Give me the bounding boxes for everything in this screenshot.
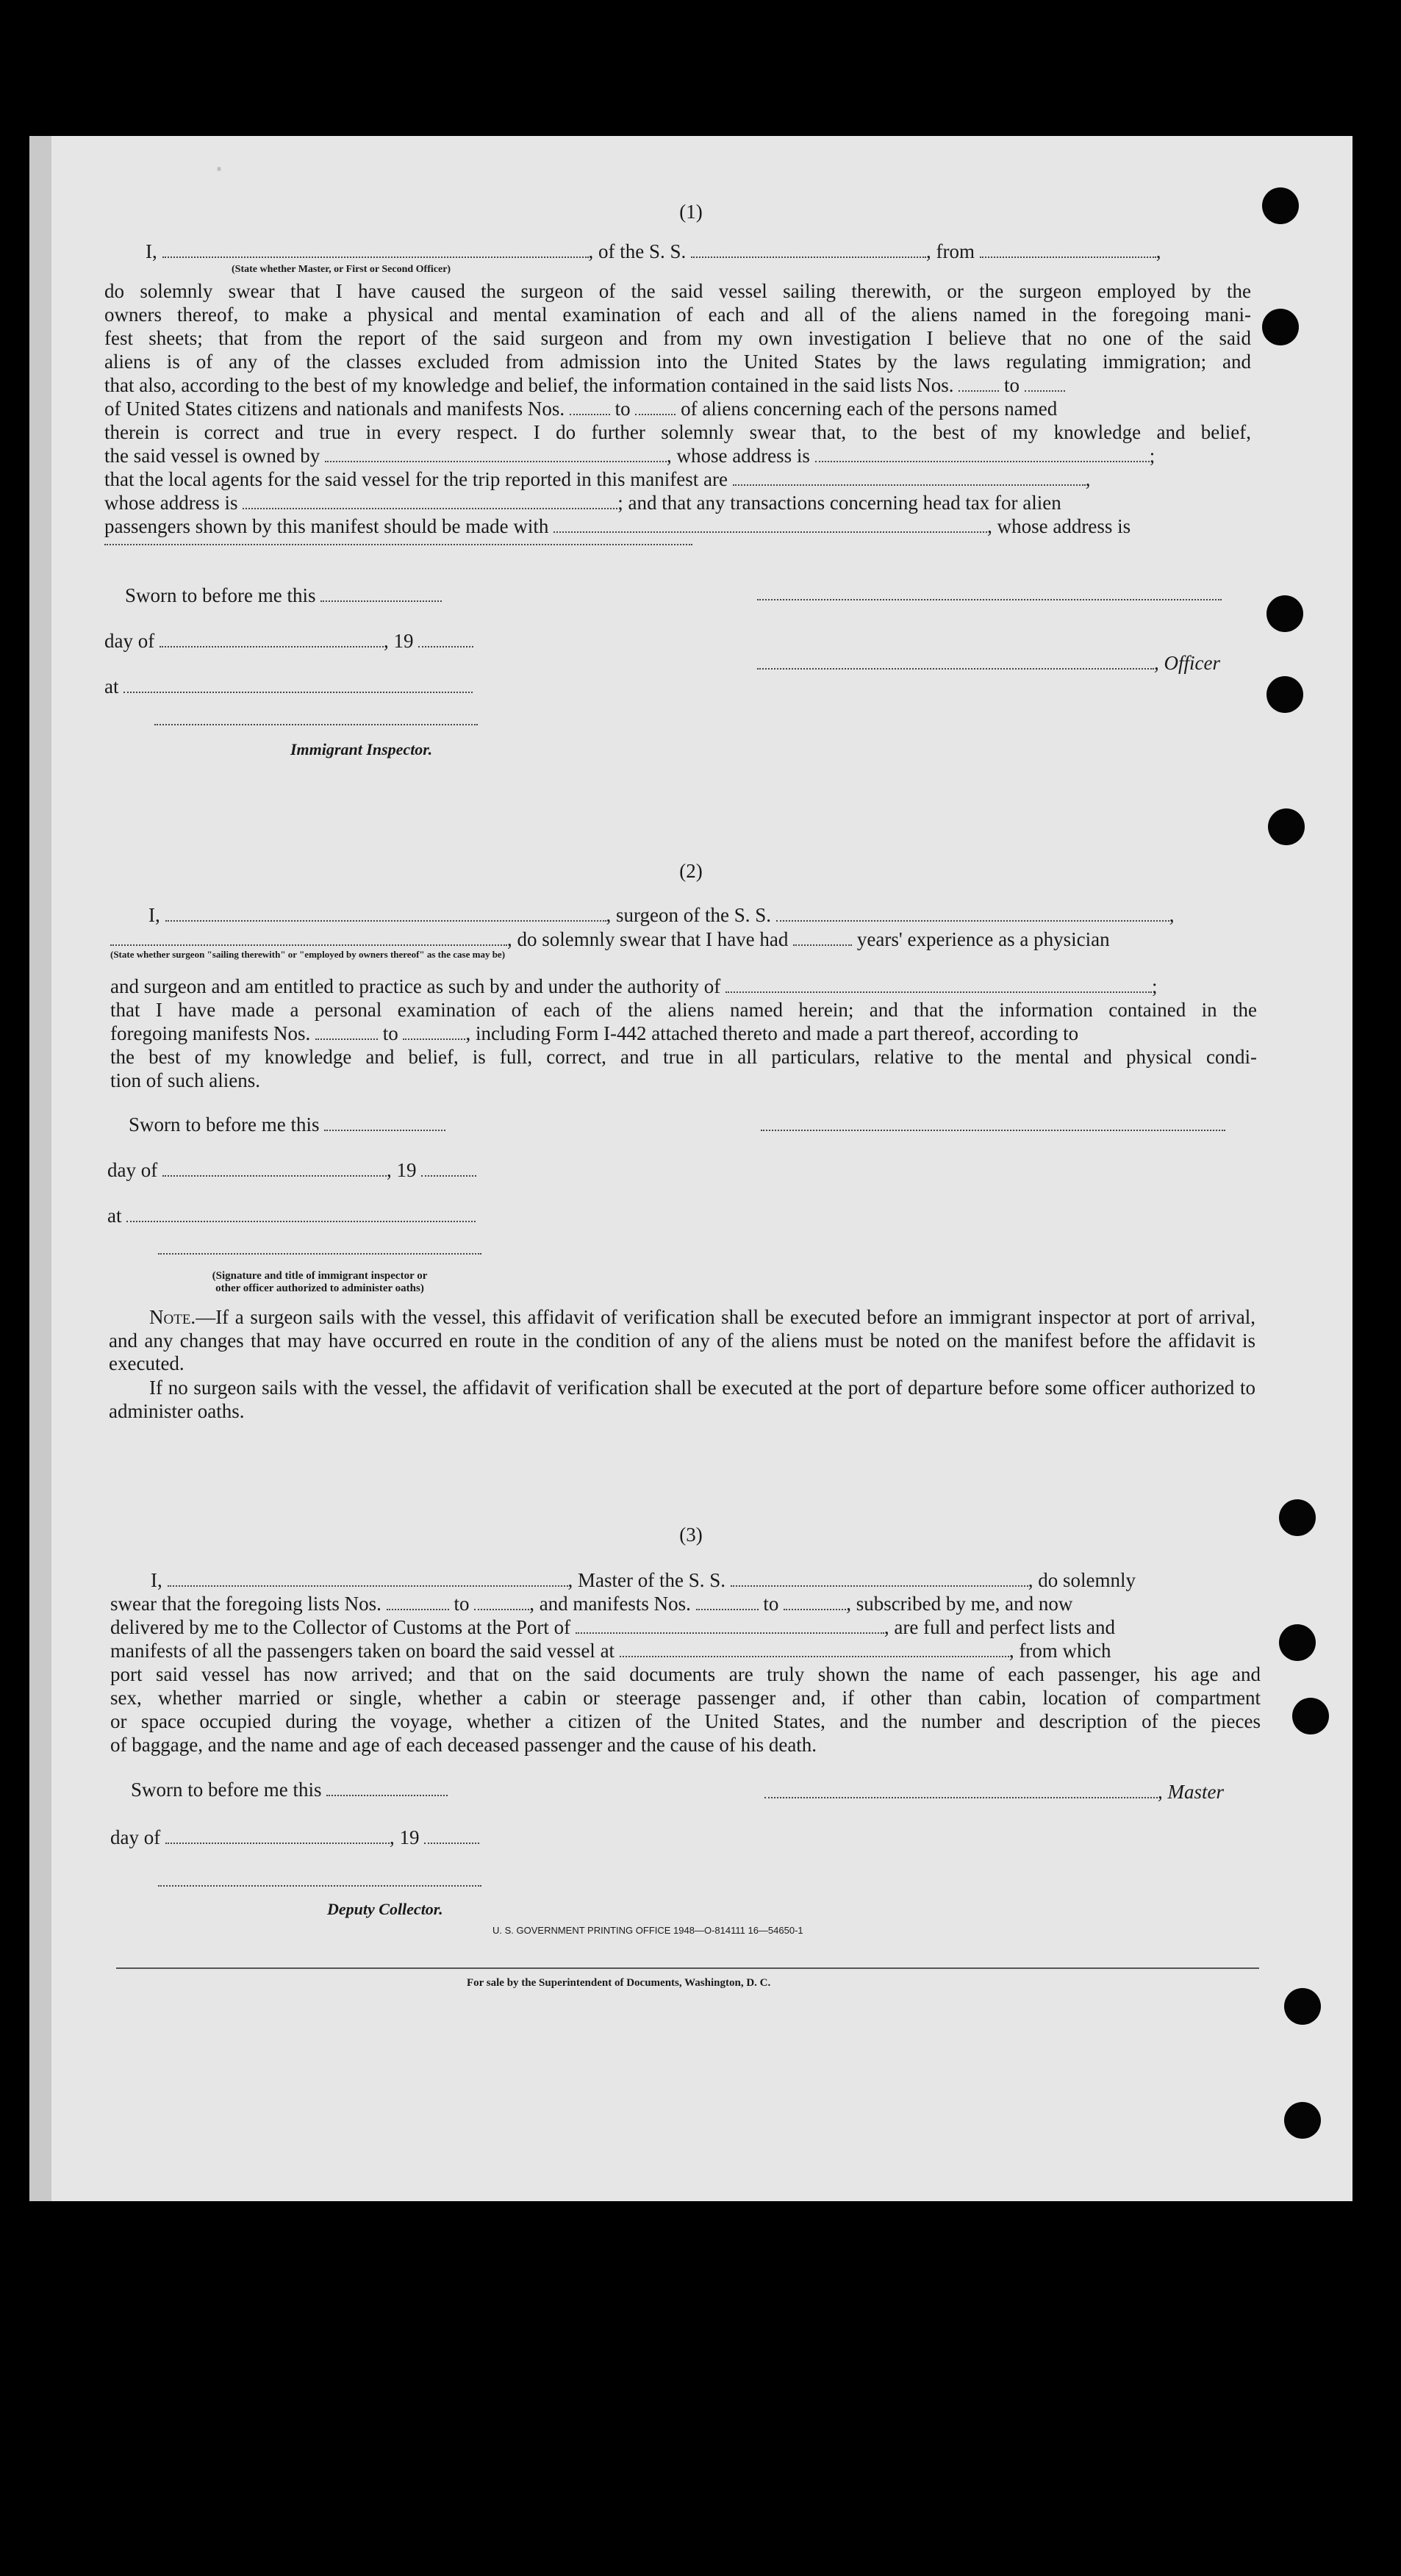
s1-sworn-line: Sworn to before me this bbox=[125, 584, 442, 607]
s1-signature-field[interactable] bbox=[757, 599, 1222, 600]
footer-rule bbox=[116, 1967, 1259, 1969]
local-agents-field[interactable] bbox=[733, 470, 1086, 486]
s1-agents-line: that the local agents for the said vessel for the trip reported in this manifest are , bbox=[104, 468, 1091, 490]
s3-collector-signature-field[interactable] bbox=[158, 1885, 481, 1887]
authority-field[interactable] bbox=[725, 977, 1152, 993]
surgeon-status-caption: (State whether surgeon "sailing therewith" or "employed by owners thereof" as the case may be) bbox=[110, 949, 506, 960]
s3-sworn-line: Sworn to before me this bbox=[131, 1779, 448, 1801]
bleed-through-mark: · bbox=[213, 148, 227, 187]
s1-day-line: day of , 19 bbox=[104, 630, 473, 653]
s1-year-field[interactable] bbox=[418, 631, 473, 647]
from-port-field[interactable] bbox=[980, 242, 1156, 258]
s3-manifests-to-field[interactable] bbox=[784, 1594, 846, 1610]
section-2-number: (2) bbox=[679, 860, 703, 882]
s3-collector-caption: Deputy Collector. bbox=[327, 1900, 443, 1918]
s3-para-line: sex, whether married or single, whether a cabin or steerage passenger and, if other than cabin, location of compartment bbox=[110, 1687, 1261, 1709]
section-1-number: (1) bbox=[679, 201, 703, 223]
s1-at-line: at bbox=[104, 675, 473, 698]
s2-manifests-from-field[interactable] bbox=[315, 1024, 378, 1040]
section-3-number: (3) bbox=[679, 1524, 703, 1546]
s2-day-line: day of , 19 bbox=[107, 1159, 476, 1182]
s2-inspector-signature-field[interactable] bbox=[158, 1253, 481, 1255]
vessel-name-field[interactable] bbox=[691, 242, 926, 258]
s1-headtax-line: passengers shown by this manifest should be made with , whose address is bbox=[104, 515, 1131, 537]
years-experience-field[interactable] bbox=[793, 930, 852, 946]
s3-sworn-date-field[interactable] bbox=[326, 1780, 448, 1796]
s1-officer-field[interactable] bbox=[757, 653, 1154, 670]
s1-owner-line: the said vessel is owned by , whose address is ; bbox=[104, 445, 1155, 467]
s2-vessel-field[interactable] bbox=[776, 905, 1169, 922]
s3-day-field[interactable] bbox=[165, 1828, 390, 1844]
lists-to-field[interactable] bbox=[1025, 376, 1065, 392]
s1-para-line: therein is correct and true in every respect. I do further solemnly swear that, to the best of my knowledge and belief, bbox=[104, 421, 1251, 443]
binder-hole bbox=[1284, 2102, 1321, 2139]
s2-signature-field[interactable] bbox=[761, 1130, 1225, 1131]
s3-para-line: port said vessel has now arrived; and that on the said documents are truly shown the name of each passenger, his age and bbox=[110, 1663, 1261, 1685]
sale-notice: For sale by the Superintendent of Documents, Washington, D. C. bbox=[467, 1977, 771, 1989]
surgeon-name-field[interactable] bbox=[165, 905, 606, 922]
binder-hole bbox=[1284, 1988, 1321, 2025]
s3-master-signature-field[interactable] bbox=[764, 1782, 1158, 1798]
s1-agent-address-line: whose address is ; and that any transactions concerning head tax for alien bbox=[104, 492, 1061, 514]
owner-address-field[interactable] bbox=[815, 446, 1150, 462]
paper-edge bbox=[29, 136, 51, 2201]
s2-at-field[interactable] bbox=[126, 1206, 476, 1222]
manifests-from-field[interactable] bbox=[570, 399, 610, 415]
s2-sworn-date-field[interactable] bbox=[324, 1115, 445, 1131]
s2-at-line: at bbox=[107, 1205, 476, 1227]
s3-master-line: , Master bbox=[764, 1781, 1224, 1804]
binder-hole bbox=[1266, 595, 1303, 632]
s2-authority-line: and surgeon and am entitled to practice as such by and under the authority of ; bbox=[110, 975, 1158, 997]
s3-boarded-line: manifests of all the passengers taken on board the said vessel at , from which bbox=[110, 1640, 1111, 1662]
s3-para-line: or space occupied during the voyage, whether a citizen of the United States, and the number and description of the pieces bbox=[110, 1710, 1261, 1732]
s1-sworn-date-field[interactable] bbox=[320, 586, 442, 602]
s2-para-line: the best of my knowledge and belief, is full, correct, and true in all particulars, relative to the mental and physical condi- bbox=[110, 1046, 1257, 1068]
s2-day-field[interactable] bbox=[162, 1160, 387, 1177]
surgeon-status-field[interactable] bbox=[110, 930, 507, 946]
form-page bbox=[29, 136, 1352, 2201]
manifests-to-field[interactable] bbox=[635, 399, 676, 415]
s2-manifests-line: foregoing manifests Nos. to , including Form I-442 attached thereto and made a part thereof, according to bbox=[110, 1022, 1079, 1044]
s2-experience-line: , do solemnly swear that I have had years' experience as a physician bbox=[110, 928, 1110, 951]
s3-port-line: delivered by me to the Collector of Customs at the Port of , are full and perfect lists and bbox=[110, 1616, 1116, 1638]
s3-manifests-from-field[interactable] bbox=[696, 1594, 759, 1610]
s3-para-line: of baggage, and the name and age of each deceased passenger and the cause of his death. bbox=[110, 1734, 817, 1756]
s1-para-line: do solemnly swear that I have caused the surgeon of the said vessel sailing therewith, or the surgeon employed by the bbox=[104, 280, 1251, 302]
port-of-departure-field[interactable] bbox=[620, 1641, 1009, 1657]
lists-from-field[interactable] bbox=[959, 376, 999, 392]
no-surgeon-note: If no surgeon sails with the vessel, the affidavit of verification shall be executed at the port of departure before some officer authorized to administer oaths. bbox=[109, 1377, 1255, 1422]
binder-hole bbox=[1266, 676, 1303, 713]
s3-vessel-field[interactable] bbox=[731, 1571, 1028, 1587]
port-of-arrival-field[interactable] bbox=[576, 1618, 884, 1634]
s3-oath-line: I, , Master of the S. S. , do solemnly bbox=[151, 1569, 1136, 1591]
agents-address-field[interactable] bbox=[243, 493, 617, 509]
officer-name-field[interactable] bbox=[162, 242, 589, 258]
printing-office-line: U. S. GOVERNMENT PRINTING OFFICE 1948—O-814111 16—54650-1 bbox=[492, 1925, 803, 1936]
s2-signature-caption: (Signature and title of immigrant inspector or other officer authorized to administer oaths) bbox=[212, 1270, 428, 1294]
s1-oath-line: I, , of the S. S. , from , bbox=[146, 240, 1161, 262]
s3-year-field[interactable] bbox=[424, 1828, 479, 1844]
s2-manifests-to-field[interactable] bbox=[403, 1024, 465, 1040]
s3-lists-to-field[interactable] bbox=[474, 1594, 529, 1610]
s2-para-line: tion of such aliens. bbox=[110, 1069, 260, 1091]
s1-para-line-manifests: of United States citizens and nationals and manifests Nos. to of aliens concerning each of the persons named bbox=[104, 398, 1058, 420]
binder-hole bbox=[1262, 309, 1299, 345]
headtax-address-field[interactable] bbox=[104, 544, 692, 545]
binder-hole bbox=[1268, 808, 1305, 845]
officer-rank-caption: (State whether Master, or First or Second Officer) bbox=[232, 264, 451, 275]
binder-hole bbox=[1279, 1624, 1316, 1661]
s1-para-line-lists: that also, according to the best of my knowledge and belief, the information contained in the said lists Nos. to bbox=[104, 374, 1065, 397]
master-name-field[interactable] bbox=[168, 1571, 568, 1587]
s2-oath-line: I, , surgeon of the S. S. , bbox=[148, 904, 1175, 926]
s1-day-field[interactable] bbox=[160, 631, 384, 647]
s1-at-field[interactable] bbox=[123, 677, 473, 693]
s3-day-line: day of , 19 bbox=[110, 1826, 479, 1849]
surgeon-note: Note.—If a surgeon sails with the vessel, this affidavit of verification shall be executed before an immigrant inspector at port of arrival, and any changes that may have occurred en route in the condition of any of the aliens must be noted on the manifest before the affidavit is executed. bbox=[109, 1306, 1255, 1374]
s1-officer-line: , Officer bbox=[757, 652, 1220, 675]
s2-year-field[interactable] bbox=[421, 1160, 476, 1177]
s1-para-line: owners thereof, to make a physical and mental examination of each and all of the aliens named in the foregoing mani- bbox=[104, 304, 1251, 326]
s1-para-line: fest sheets; that from the report of the said surgeon and from my own investigation I believe that no one of the said bbox=[104, 327, 1251, 349]
binder-hole bbox=[1292, 1698, 1329, 1734]
s3-lists-from-field[interactable] bbox=[387, 1594, 449, 1610]
s2-sworn-line: Sworn to before me this bbox=[129, 1113, 445, 1136]
headtax-agent-field[interactable] bbox=[553, 517, 987, 533]
s2-para-line: that I have made a personal examination of each of the aliens named herein; and that the information contained in the bbox=[110, 999, 1257, 1021]
s3-lists-line: swear that the foregoing lists Nos. to , and manifests Nos. to , subscribed by me, and now bbox=[110, 1593, 1073, 1615]
s1-inspector-caption: Immigrant Inspector. bbox=[290, 740, 433, 758]
s1-para-line: aliens is of any of the classes excluded from admission into the United States by the laws regulating immigration; and bbox=[104, 351, 1251, 373]
owner-field[interactable] bbox=[325, 446, 667, 462]
s1-inspector-signature-field[interactable] bbox=[154, 724, 478, 725]
